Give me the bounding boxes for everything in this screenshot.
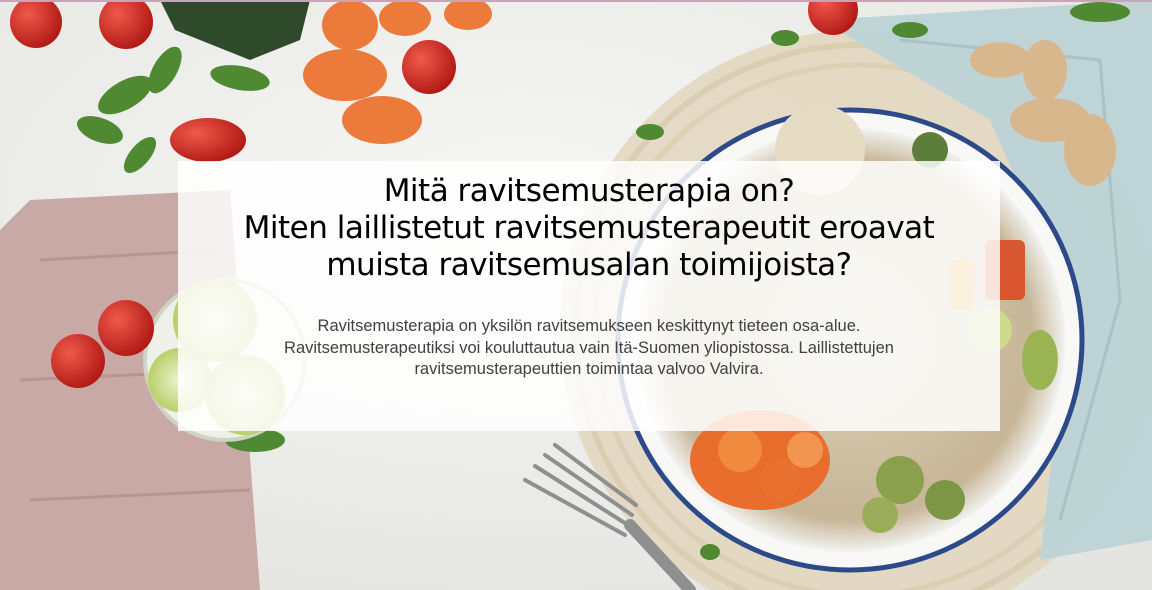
slide-body-text <box>229 316 949 381</box>
top-accent-line <box>0 0 1152 2</box>
heading-line-2: Miten laillistetut ravitsemusterapeutit eroavat <box>243 210 935 246</box>
body-line-3: ravitsemusterapeuttien toimintaa valvoo Valvira. <box>414 360 764 378</box>
text-box <box>178 161 1000 431</box>
heading-line-1: Mitä ravitsemusterapia on? <box>383 173 795 209</box>
heading-line-3: muista ravitsemusalan toimijoista? <box>326 247 852 283</box>
body-line-1: Ravitsemusterapia on yksilön ravitsemukseen keskittynyt tieteen osa-alue. <box>317 317 861 335</box>
slide-heading <box>178 173 1000 284</box>
body-line-2: Ravitsemusterapeutiksi voi kouluttautua vain Itä-Suomen yliopistossa. Laillistettujen <box>284 338 894 357</box>
